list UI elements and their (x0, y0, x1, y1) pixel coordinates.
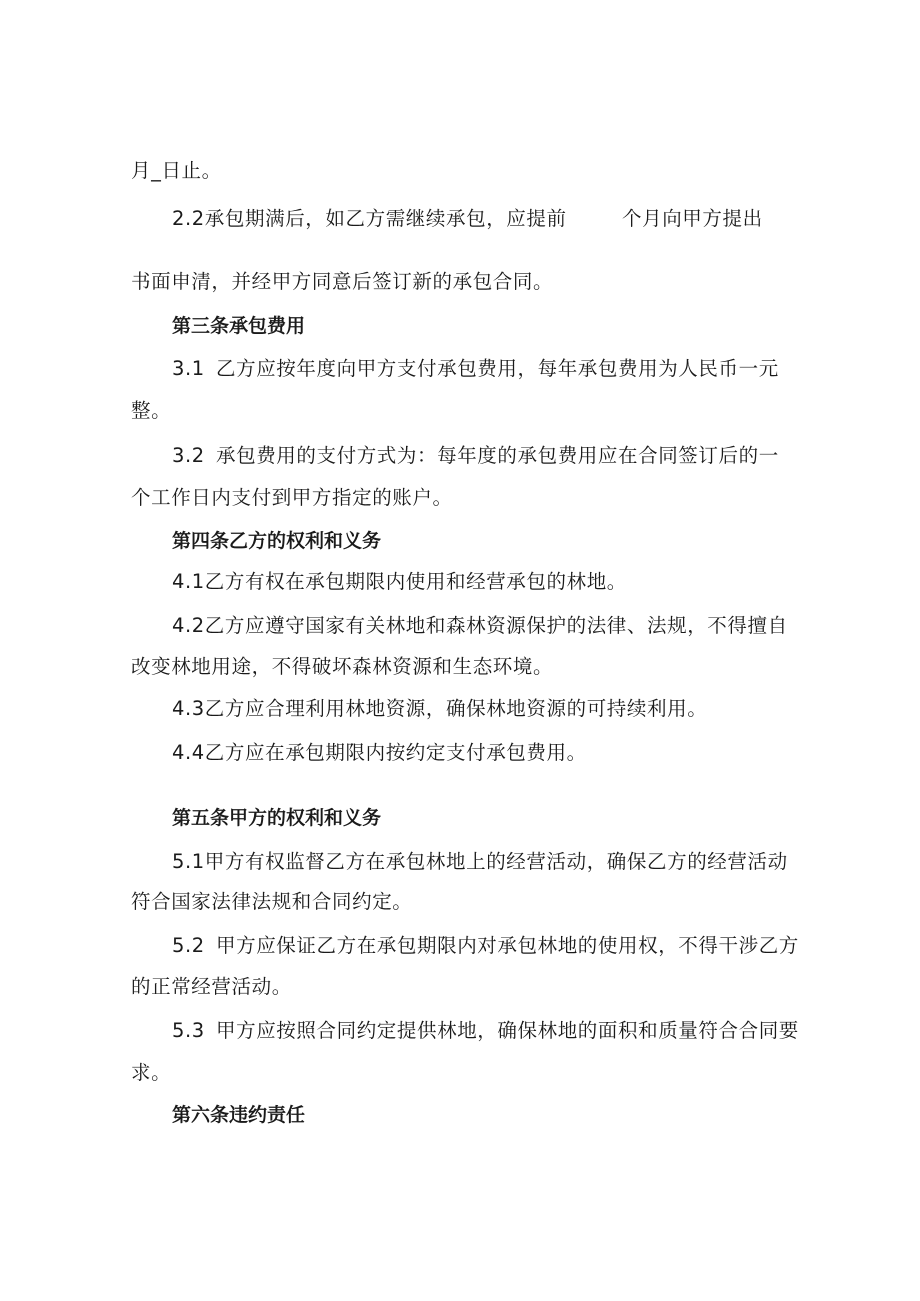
text-line: 5.1甲方有权监督乙方在承包林地上的经营活动，确保乙方的经营活动 (172, 850, 788, 873)
clause-number: 3.1 (172, 357, 205, 380)
text-line: 甲方应按照合同约定提供林地，确保林地的面积和质量符合合同要 (216, 1019, 799, 1042)
text-line: 个月向甲方提出 (622, 207, 763, 230)
text-line: 求。 (131, 1061, 172, 1084)
section-heading: 第四条乙方的权利和义务 (172, 530, 382, 552)
text-line: 的正常经营活动。 (131, 975, 292, 998)
text-line: 4.3乙方应合理利用林地资源，确保林地资源的可持续利用。 (172, 697, 708, 720)
text-line: 符合国家法律法规和合同约定。 (131, 890, 413, 913)
clause-number: 5.2 (172, 934, 205, 957)
text-line: 2.2承包期满后，如乙方需继续承包，应提前 (172, 207, 567, 230)
text-line: 4.2乙方应遵守国家有关林地和森林资源保护的法律、法规，不得擅自 (172, 614, 788, 637)
text-line: 4.4乙方应在承包期限内按约定支付承包费用。 (172, 741, 587, 764)
clause-number: 5.3 (172, 1019, 205, 1042)
text-line: 月_日止。 (131, 159, 222, 182)
text-line: 书面申清，并经甲方同意后签订新的承包合同。 (131, 270, 554, 293)
text-line: 乙方应按年度向甲方支付承包费用，每年承包费用为人民币一元 (216, 357, 779, 380)
text-line: 承包费用的支付方式为：每年度的承包费用应在合同签订后的一 (216, 444, 779, 467)
text-line: 4.1乙方有权在承包期限内使用和经营承包的林地。 (172, 570, 627, 593)
section-heading: 第五条甲方的权利和义务 (172, 807, 382, 829)
text-line: 改变林地用途，不得破坏森林资源和生态环境。 (131, 655, 554, 678)
text-line: 甲方应保证乙方在承包期限内对承包林地的使用权，不得干涉乙方 (216, 934, 799, 957)
text-line: 整。 (131, 399, 172, 422)
section-heading: 第三条承包费用 (172, 315, 306, 337)
section-heading: 第六条违约责任 (172, 1104, 306, 1126)
text-line: 个工作日内支付到甲方指定的账户。 (131, 486, 453, 509)
clause-number: 3.2 (172, 444, 205, 467)
